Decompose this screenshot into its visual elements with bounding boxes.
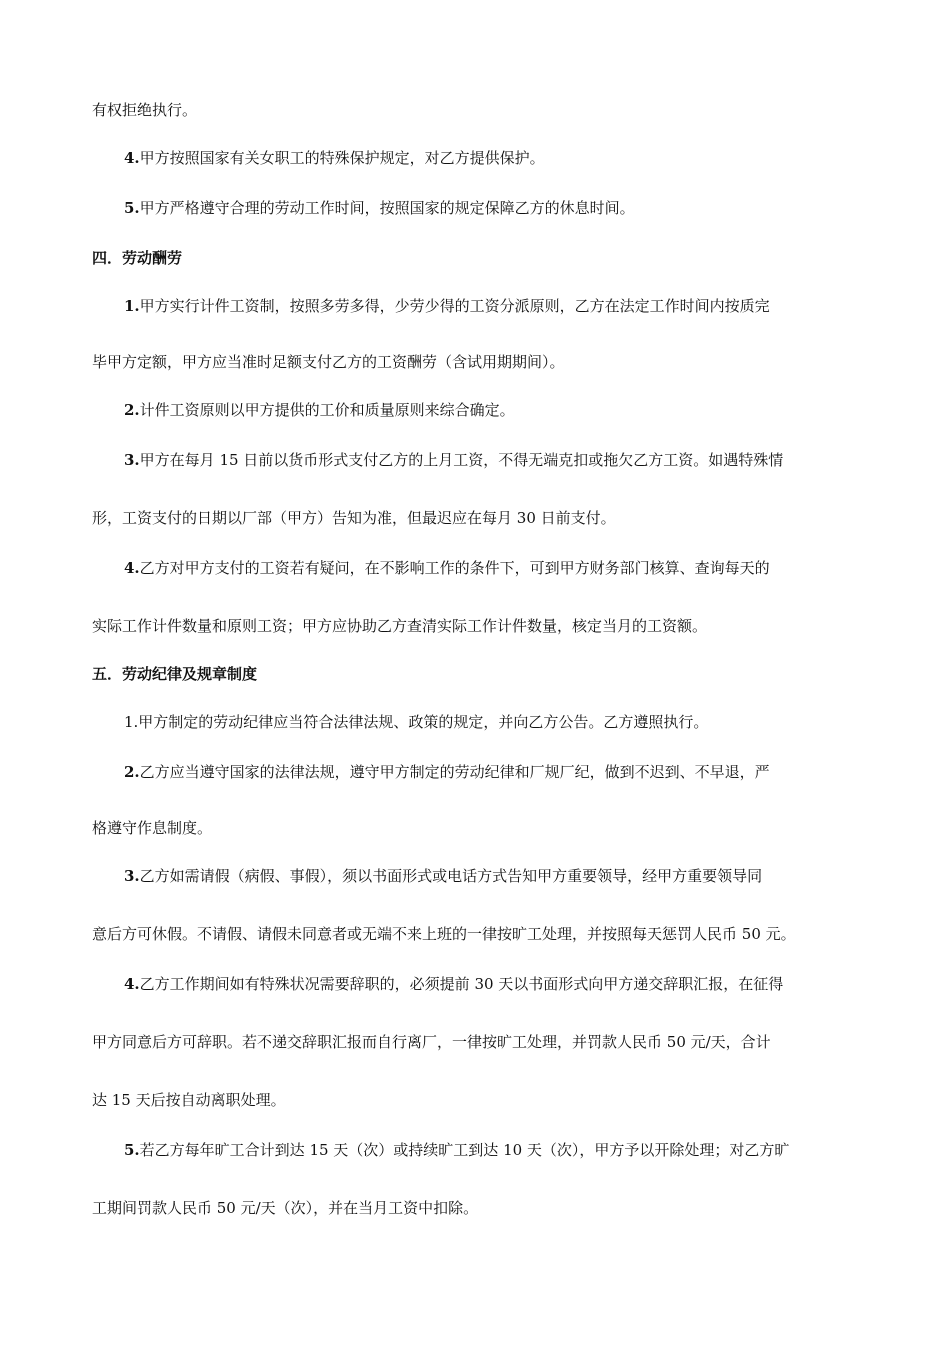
item-number: 4. — [124, 559, 140, 577]
section-heading-4: 四．劳动酬劳 — [92, 249, 183, 267]
item-number: 5. — [124, 1141, 140, 1159]
item-number: 3. — [124, 867, 140, 885]
section-heading-5: 五．劳动纪律及规章制度 — [92, 665, 258, 683]
item-number: 4. — [124, 975, 140, 993]
item-number: 1. — [124, 297, 140, 315]
s4-item-2 — [124, 400, 515, 420]
s4-item-1-line1 — [124, 296, 770, 316]
paragraph-text: 乙方如需请假（病假、事假），须以书面形式或电话方式告知甲方重要领导，经甲方重要领导同 — [139, 867, 763, 885]
s4-item-4-line2: 实际工作计件数量和原则工资；甲方应协助乙方查清实际工作计件数量，核定当月的工资额。 — [92, 617, 708, 635]
item-number: 4. — [124, 149, 140, 167]
paragraph-text: 甲方严格遵守合理的劳动工作时间，按照国家的规定保障乙方的休息时间。 — [139, 199, 635, 217]
s5-item-4-line2: 甲方同意后方可辞职。若不递交辞职汇报而自行离厂，一律按旷工处理，并罚款人民币 50 元/天，合计 — [92, 1033, 771, 1051]
paragraph-continuation — [92, 100, 197, 120]
s5-item-4-line3: 达 15 天后按自动离职处理。 — [92, 1091, 286, 1109]
s4-item-1-line2: 毕甲方定额，甲方应当准时足额支付乙方的工资酬劳（含试用期期间）。 — [92, 353, 565, 371]
s5-item-3-line2: 意后方可休假。不请假、请假未同意者或无端不来上班的一律按旷工处理，并按照每天惩罚人民币 50 元。 — [92, 925, 796, 943]
s4-item-3-line2: 形，工资支付的日期以厂部（甲方）告知为准，但最迟应在每月 30 日前支付。 — [92, 509, 616, 527]
s5-item-5-line2: 工期间罚款人民币 50 元/天（次），并在当月工资中扣除。 — [92, 1199, 479, 1217]
paragraph-item-5 — [124, 198, 635, 218]
paragraph-text: 甲方实行计件工资制，按照多劳多得，少劳少得的工资分派原则，乙方在法定工作时间内按质完 — [139, 297, 770, 315]
item-number: 3. — [124, 451, 140, 469]
s5-item-3-line1 — [124, 866, 762, 886]
s5-item-4-line1 — [124, 974, 783, 994]
item-number: 2. — [124, 401, 140, 419]
paragraph-item-4 — [124, 148, 545, 168]
paragraph-text: 甲方在每月 15 日前以货币形式支付乙方的上月工资，不得无端克扣或拖欠乙方工资。如遇特殊情 — [139, 451, 784, 469]
item-number: 5. — [124, 199, 140, 217]
paragraph-text: 有权拒绝执行。 — [92, 101, 198, 119]
paragraph-text: 乙方对甲方支付的工资若有疑问，在不影响工作的条件下，可到甲方财务部门核算、查询每天的 — [139, 559, 770, 577]
s4-item-4-line1 — [124, 558, 770, 578]
s5-item-1: 1.甲方制定的劳动纪律应当符合法律法规、政策的规定，并向乙方公告。乙方遵照执行。 — [124, 713, 709, 731]
paragraph-text: 甲方按照国家有关女职工的特殊保护规定，对乙方提供保护。 — [139, 149, 545, 167]
s5-item-5-line1 — [124, 1140, 789, 1160]
paragraph-text: 若乙方每年旷工合计到达 15 天（次）或持续旷工到达 10 天（次），甲方予以开除处理；对乙方旷 — [139, 1141, 790, 1159]
item-number: 2. — [124, 763, 140, 781]
s5-item-2-line2: 格遵守作息制度。 — [92, 819, 213, 837]
paragraph-text: 乙方工作期间如有特殊状况需要辞职的，必须提前 30 天以书面形式向甲方递交辞职汇报，在征得 — [139, 975, 784, 993]
paragraph-text: 计件工资原则以甲方提供的工价和质量原则来综合确定。 — [139, 401, 515, 419]
paragraph-text: 乙方应当遵守国家的法律法规，遵守甲方制定的劳动纪律和厂规厂纪，做到不迟到、不早退，严 — [139, 763, 770, 781]
s5-item-2-line1 — [124, 762, 770, 782]
s4-item-3-line1 — [124, 450, 783, 470]
